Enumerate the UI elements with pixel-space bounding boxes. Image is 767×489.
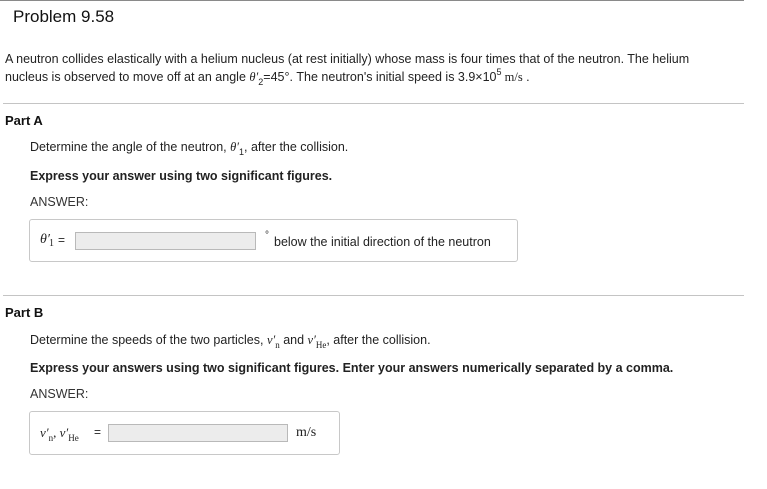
vhe-subscript: He (315, 340, 327, 350)
part-b-prompt (30, 333, 431, 348)
part-a-prompt-end: , after the collision. (244, 140, 349, 154)
top-divider (0, 0, 744, 1)
part-a-instruction: Express your answer using two significant figures. (30, 169, 333, 183)
part-a-equals: = (58, 233, 66, 247)
problem-statement (5, 50, 745, 87)
part-a-answer-box (29, 219, 518, 262)
part-b-answer-label: ANSWER: (30, 387, 89, 401)
part-b-unit: m/s (296, 425, 317, 440)
divider-part-b (3, 295, 744, 296)
part-a-unit-suffix: below the initial direction of the neutron (274, 235, 491, 249)
answer-comma: , (53, 425, 60, 440)
part-b-prompt-end: , after the collision. (326, 333, 431, 347)
theta1-symbol: θ′ (230, 140, 240, 154)
answer-velocity-label (40, 425, 79, 441)
problem-line-2 (5, 68, 745, 87)
part-b-label[interactable]: Part B (5, 305, 44, 320)
part-a-answer-input[interactable] (75, 232, 256, 250)
problem-end: . (522, 70, 530, 84)
vhe-symbol: v′ (307, 333, 316, 347)
answer-vhe-subscript: He (68, 433, 79, 443)
theta1-subscript: 1 (239, 147, 245, 157)
answer-vn-subscript: n (48, 433, 54, 443)
answer-theta1-symbol: θ′ (40, 232, 50, 247)
theta2-symbol: θ′ (249, 70, 259, 84)
vn-subscript: n (275, 340, 280, 350)
speed-unit: m/s (501, 70, 523, 84)
answer-theta1-subscript: 1 (49, 238, 54, 249)
degree-symbol: ° (265, 230, 269, 241)
problem-title: Problem 9.58 (13, 7, 115, 26)
problem-text-a: nucleus is observed to move off at an angle (5, 70, 250, 84)
part-a-answer-label: ANSWER: (30, 195, 89, 209)
part-b-instruction: Express your answers using two significant figures. Enter your answers numerically separated by a comma. (30, 361, 674, 375)
problem-text-b: =45°. The neutron's initial speed is 3.9×10 (263, 70, 497, 84)
part-b-answer-box (29, 411, 340, 455)
part-b-answer-input[interactable] (108, 424, 288, 442)
vn-symbol: v′ (266, 333, 276, 347)
answer-vn-symbol: v′ (40, 425, 49, 440)
theta2-subscript: 2 (258, 77, 264, 87)
part-a-prompt-text: Determine the angle of the neutron, (30, 140, 231, 154)
divider-part-a (3, 103, 744, 104)
part-a-label[interactable]: Part A (5, 113, 43, 128)
answer-vhe-symbol: v′ (59, 425, 69, 440)
part-a-prompt (30, 140, 348, 155)
part-b-prompt-text: Determine the speeds of the two particles, (30, 333, 267, 347)
problem-line-1: A neutron collides elastically with a helium nucleus (at rest initially) whose mass is four times that of the neutron. The helium (5, 52, 690, 66)
part-b-and: and (279, 333, 308, 347)
speed-exponent: 5 (496, 67, 502, 77)
part-b-equals: = (94, 425, 102, 439)
